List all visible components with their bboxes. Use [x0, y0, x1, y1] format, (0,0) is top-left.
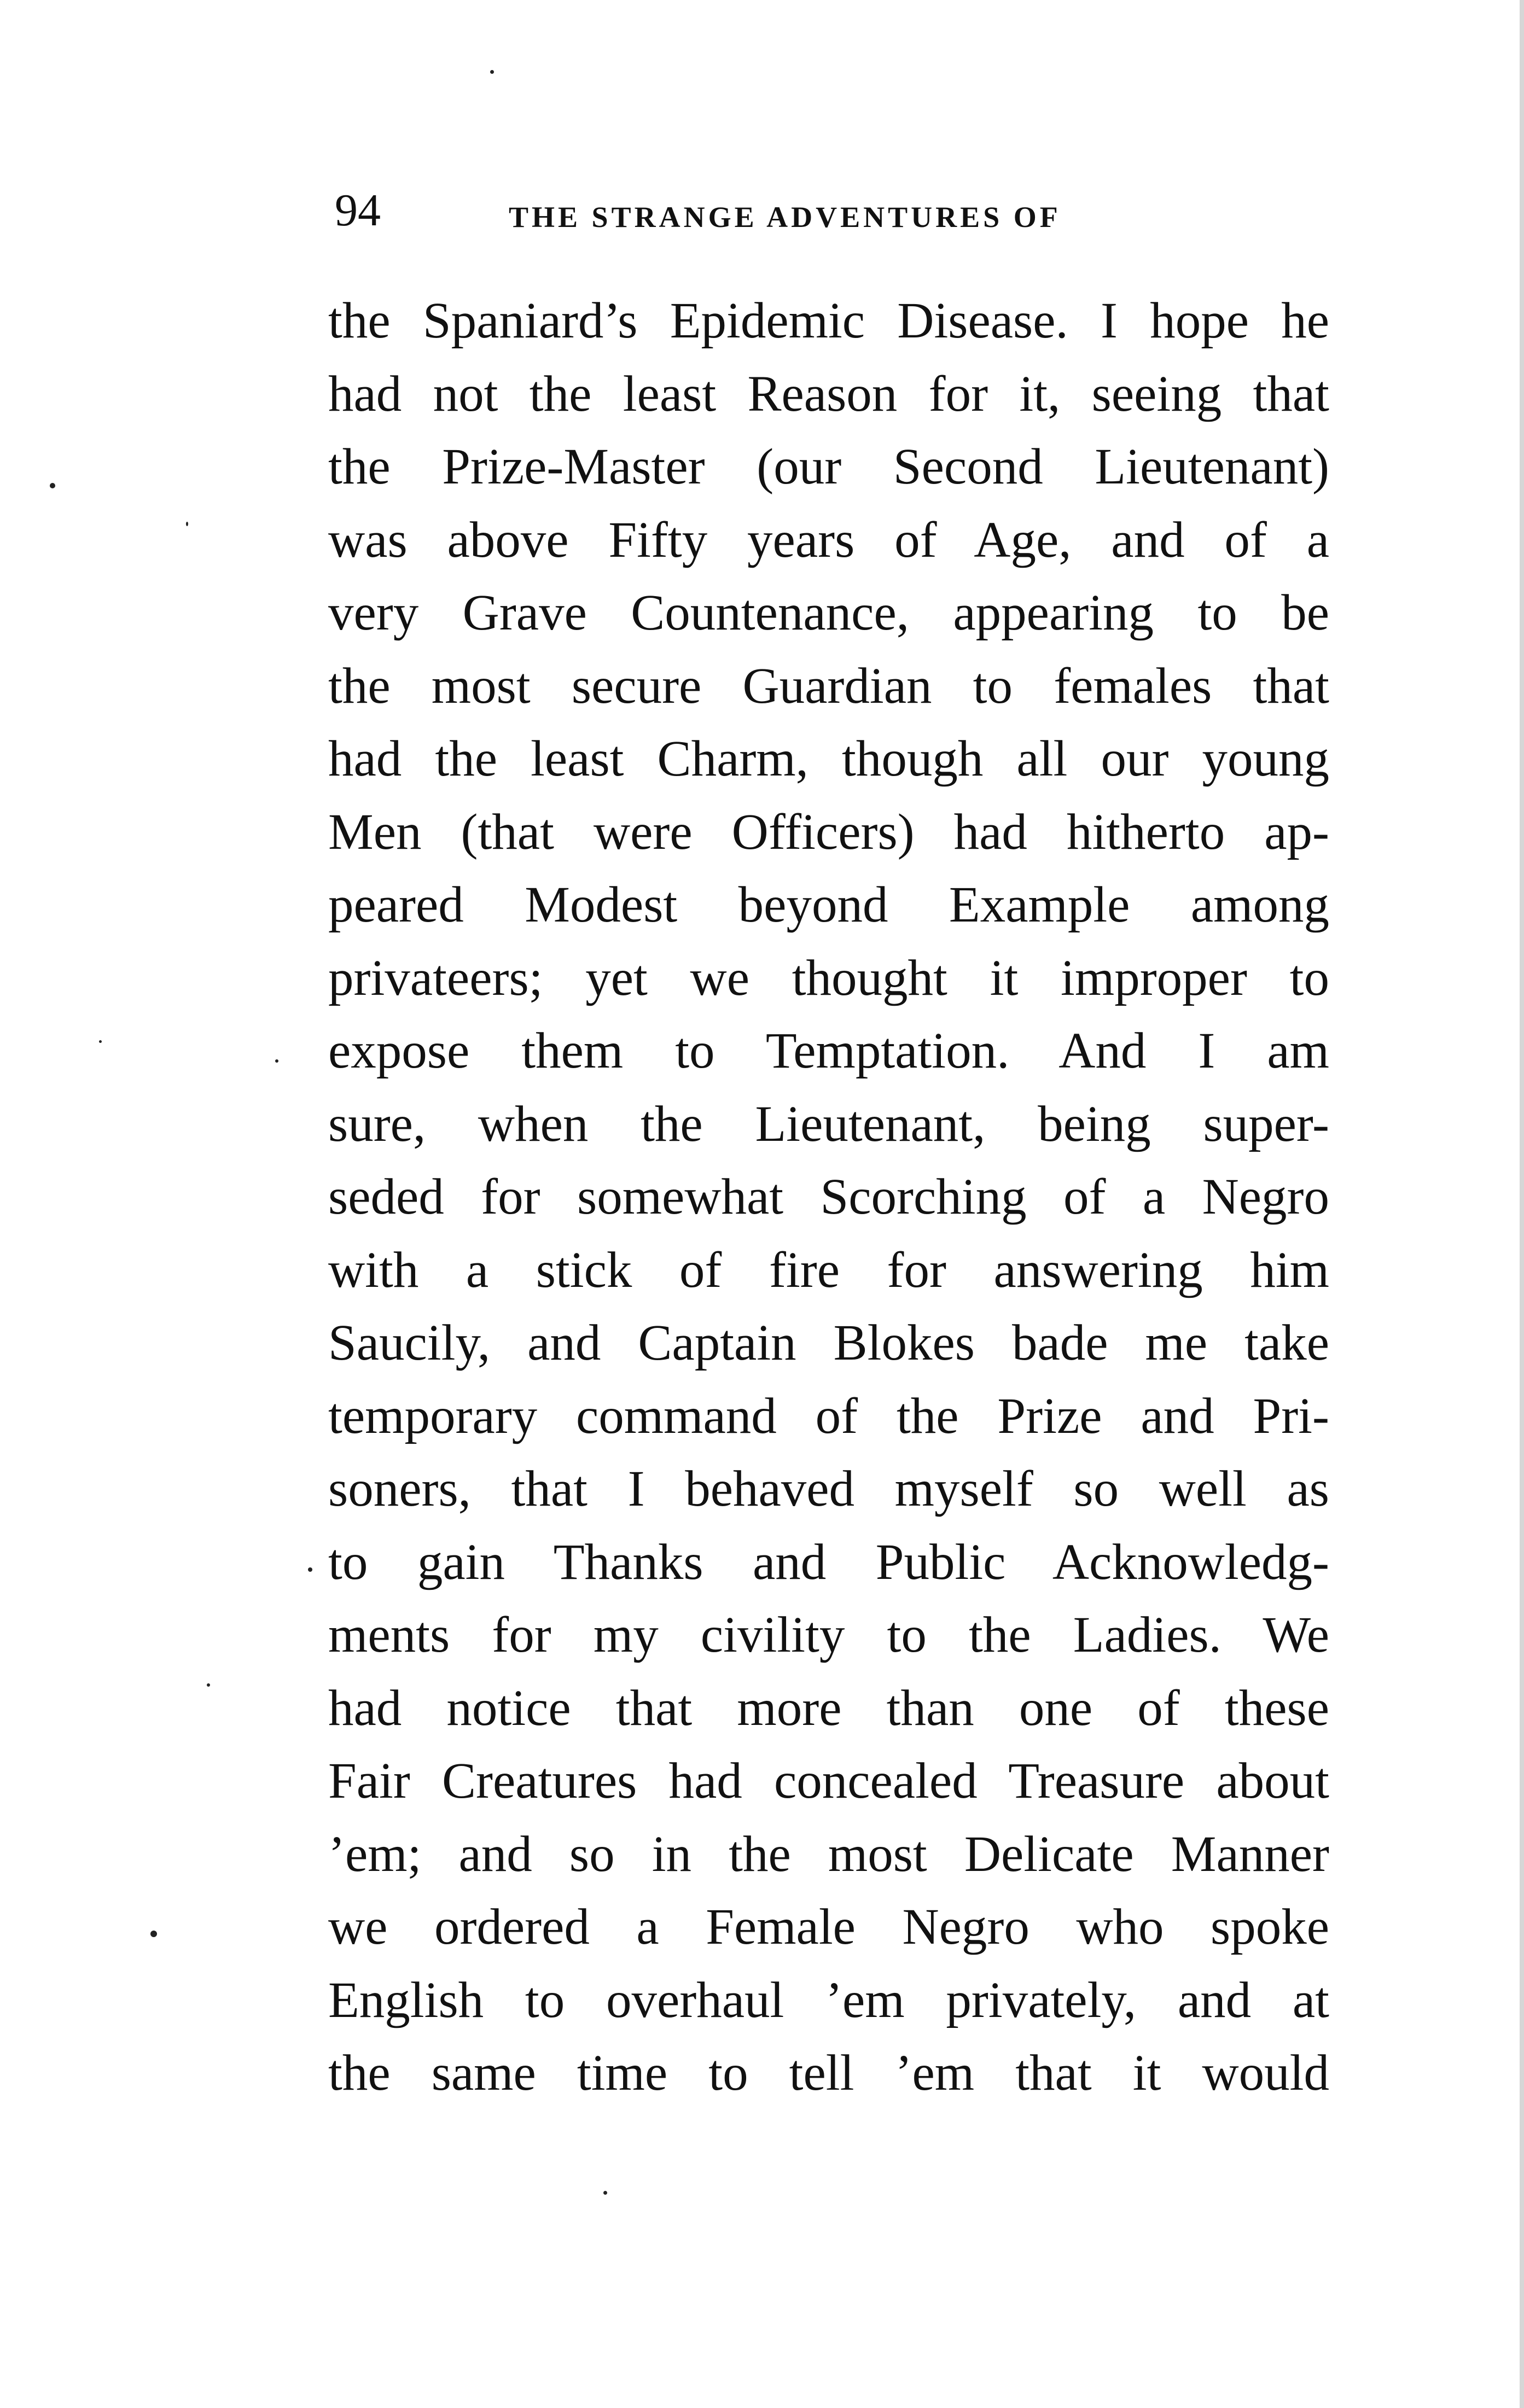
text-line: the Prize-Master (our Second Lieutenant): [328, 439, 1329, 495]
text-line: the same time to tell ’em that it would: [328, 2045, 1329, 2101]
text-line: temporary command of the Prize and Pri-: [328, 1387, 1329, 1444]
scan-speck: [603, 2191, 607, 2195]
text-line: privateers; yet we thought it improper to: [328, 949, 1329, 1006]
scan-speck: [50, 483, 55, 488]
text-line: English to overhaul ’em privately, and at: [328, 1972, 1329, 2028]
scan-speck: [490, 70, 494, 74]
text-line: the Spaniard’s Epidemic Disease. I hope he: [328, 293, 1329, 349]
text-line: we ordered a Female Negro who spoke: [328, 1899, 1329, 1955]
text-line: had notice that more than one of these: [328, 1680, 1329, 1736]
page-edge-shadow: [1520, 0, 1524, 2408]
text-line: the most secure Guardian to females that: [328, 657, 1329, 714]
text-line: with a stick of fire for answering him: [328, 1241, 1329, 1298]
text-line: Fair Creatures had concealed Treasure about: [328, 1753, 1329, 1809]
running-head: THE STRANGE ADVENTURES OF: [509, 201, 1061, 234]
scan-speck: [275, 1059, 278, 1063]
text-line: to gain Thanks and Public Acknowledg-: [328, 1534, 1329, 1590]
text-line: soners, that I behaved myself so well as: [328, 1461, 1329, 1517]
page-header: [328, 180, 1340, 241]
page-number: 94: [335, 185, 381, 236]
scan-speck: [207, 1683, 210, 1687]
text-line: Saucily, and Captain Blokes bade me take: [328, 1315, 1329, 1371]
text-line: ’em; and so in the most Delicate Manner: [328, 1826, 1329, 1882]
text-line: had the least Charm, though all our young: [328, 731, 1329, 787]
scan-speck: [308, 1567, 312, 1572]
text-line: seded for somewhat Scorching of a Negro: [328, 1169, 1329, 1225]
text-line: Men (that were Officers) had hitherto ap-: [328, 803, 1329, 860]
text-line: ments for my civility to the Ladies. We: [328, 1607, 1329, 1663]
scan-speck: [186, 522, 188, 526]
text-line: sure, when the Lieutenant, being super-: [328, 1095, 1329, 1152]
scan-speck: [150, 1931, 157, 1937]
text-line: had not the least Reason for it, seeing that: [328, 365, 1329, 422]
text-line: very Grave Countenance, appearing to be: [328, 585, 1329, 641]
text-line: was above Fifty years of Age, and of a: [328, 511, 1329, 568]
text-line: peared Modest beyond Example among: [328, 877, 1329, 933]
text-line: expose them to Temptation. And I am: [328, 1023, 1329, 1079]
body-text: [328, 284, 1329, 2110]
scan-speck: [99, 1040, 102, 1043]
